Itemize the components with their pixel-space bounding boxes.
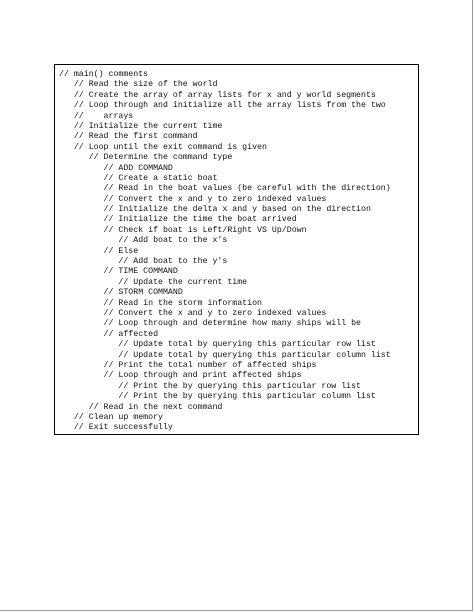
code-line: // Update the current time — [59, 277, 248, 287]
code-line: // Check if boat is Left/Right VS Up/Down — [59, 225, 307, 235]
code-line: // Convert the x and y to zero indexed values — [59, 194, 327, 204]
code-line: // Print the total number of affected ships — [59, 360, 317, 370]
code-line: // Update total by querying this particular row list — [59, 340, 376, 350]
code-line: // Determine the command type — [59, 153, 233, 163]
code-line: // Read the first command — [59, 132, 198, 142]
code-line: // Exit successfully — [59, 423, 173, 433]
code-line: // Convert the x and y to zero indexed values — [59, 308, 327, 318]
code-line: // Loop through and print affected ships — [59, 371, 302, 381]
code-line: // Update total by querying this particular column list — [59, 350, 391, 360]
code-line: // Add boat to the y's — [59, 257, 228, 267]
code-line: // Create a static boat — [59, 173, 218, 183]
code-line: // ADD COMMAND — [59, 163, 173, 173]
code-line: // TIME COMMAND — [59, 267, 178, 277]
code-line: // STORM COMMAND — [59, 288, 183, 298]
code-line: // Add boat to the x's — [59, 236, 228, 246]
code-line: // Read the size of the world — [59, 80, 218, 90]
code-line: // Initialize the time the boat arrived — [59, 215, 297, 225]
code-line: // Else — [59, 246, 139, 256]
code-line: // Loop through and determine how many ships will be — [59, 319, 361, 329]
code-line: // Print the by querying this particular column list — [59, 392, 376, 402]
code-line: // arrays — [59, 111, 134, 121]
code-line: // Initialize the current time — [59, 121, 223, 131]
code-line: // Read in the next command — [59, 402, 223, 412]
code-line: // Create the array of array lists for x and y world segments — [59, 90, 376, 100]
code-comment-block — [54, 64, 419, 435]
code-line: // Read in the boat values (be careful with the direction) — [59, 184, 391, 194]
code-line: // Print the by querying this particular row list — [59, 381, 361, 391]
code-line: // Loop until the exit command is given — [59, 142, 267, 152]
code-line: // Initialize the delta x and y based on the direction — [59, 205, 371, 215]
code-line: // Loop through and initialize all the array lists from the two — [59, 101, 386, 111]
code-line: // Read in the storm information — [59, 298, 262, 308]
code-line: // Clean up memory — [59, 412, 163, 422]
code-line: // main() comments — [59, 70, 149, 79]
code-line: // affected — [59, 329, 159, 339]
